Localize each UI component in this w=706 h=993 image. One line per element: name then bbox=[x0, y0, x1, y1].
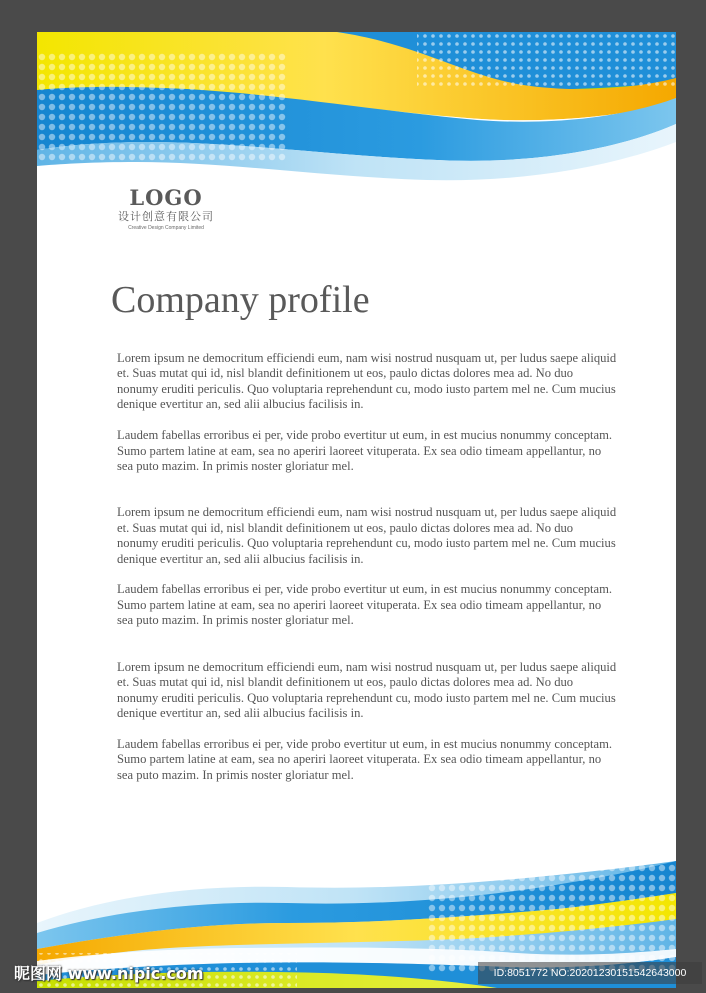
paragraph: Lorem ipsum ne democritum efficiendi eum, nam wisi nostrud nusquam ut, per ludus saepe aliquid et. Suas mutat qui id, nisl blandit definitionem ut eos, paulo dictas dolores mea ad. No duo nonumy eruditi periculis. Quo voluptaria reprehendunt cu, modo iusto partem mel ne. Cum mucius denique evertitur an, sed alii albucius facilisis in. bbox=[117, 659, 617, 720]
logo-company-name-cn: 设计创意有限公司 bbox=[118, 210, 214, 223]
letterhead-page bbox=[37, 32, 676, 988]
paragraph: Lorem ipsum ne democritum efficiendi eum, nam wisi nostrud nusquam ut, per ludus saepe aliquid et. Suas mutat qui id, nisl blandit definitionem ut eos, paulo dictas dolores mea ad. No duo nonumy eruditi periculis. Quo voluptaria reprehendunt cu, modo iusto partem mel ne. Cum mucius denique evertitur an, sed alii albucius facilisis in. bbox=[117, 351, 617, 412]
company-logo bbox=[101, 186, 231, 232]
paragraph: Laudem fabellas erroribus ei per, vide probo evertitur ut eum, in est mucius nonummy conceptam. Sumo partem latine at eam, sea no aperiri laoreet vituperata. Ex sea odio timeam appellantur, no sea puto mazim. In primis noster gloriatur mel. bbox=[117, 428, 613, 473]
paragraph: Laudem fabellas erroribus ei per, vide probo evertitur ut eum, in est mucius nonummy conceptam. Sumo partem latine at eam, sea no aperiri laoreet vituperata. Ex sea odio timeam appellantur, no sea puto mazim. In primis noster gloriatur mel. bbox=[117, 736, 613, 782]
nipic-watermark-site: 昵图网 www.nipic.com bbox=[14, 964, 204, 983]
paragraph: Laudem fabellas erroribus ei per, vide probo evertitur ut eum, in est mucius nonummy conceptam. Sumo partem latine at eam, sea no aperiri laoreet vituperata. Ex sea odio timeam appellantur, no sea puto mazim. In primis noster gloriatur mel. bbox=[117, 582, 613, 628]
paragraph: Lorem ipsum ne democritum efficiendi eum, nam wisi nostrud nusquam ut, per ludus saepe aliquid et. Suas mutat qui id, nisl blandit definitionem ut eos, paulo dictas dolores mea ad. No duo nonumy eruditi periculis. Quo voluptaria reprehendunt cu, modo iusto partem mel ne. Cum mucius denique evertitur an, sed alii albucius facilisis in. bbox=[117, 505, 617, 566]
nipic-watermark-id: ID:8051772 NO:20201230151542643000 bbox=[478, 962, 702, 984]
body-text bbox=[117, 351, 617, 783]
page-title: Company profile bbox=[111, 279, 370, 321]
logo-company-name-en: Creative Design Company Limited bbox=[128, 225, 204, 231]
logo-title: LOGO bbox=[129, 185, 203, 210]
top-wave-decoration bbox=[37, 32, 676, 207]
